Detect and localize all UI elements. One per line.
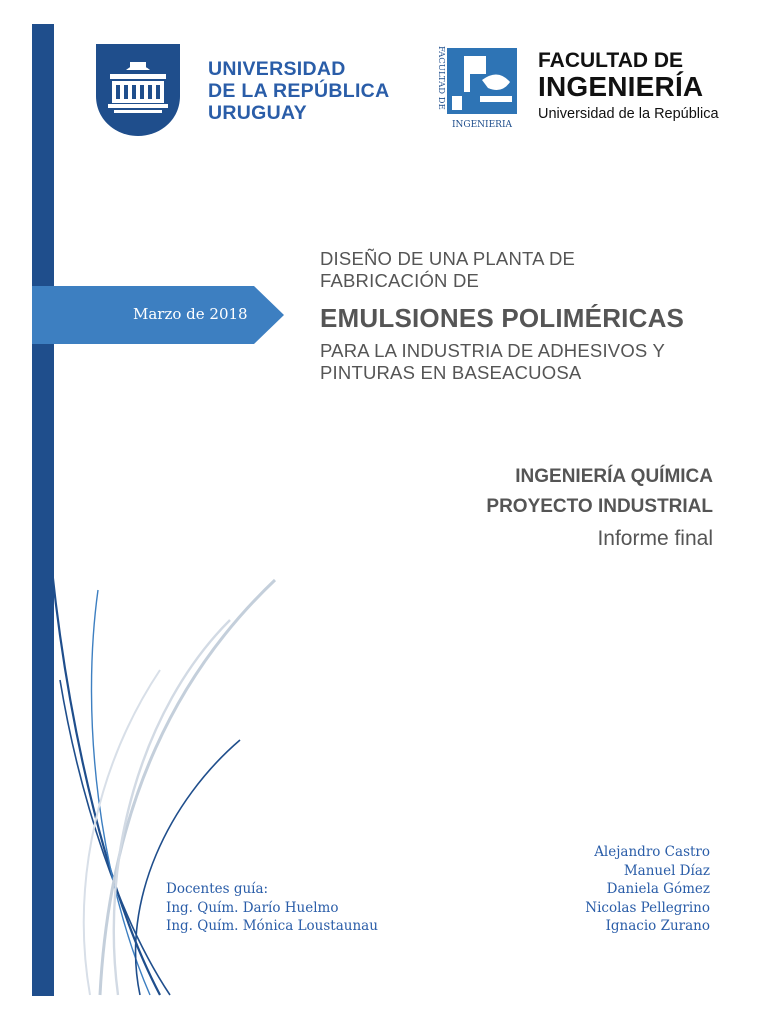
author-name: Manuel Díaz: [623, 862, 710, 879]
faculty-name-line2: INGENIERÍA: [538, 71, 704, 102]
seal-vertical-text: FACULTAD DE: [436, 46, 446, 110]
author-name: Nicolas Pellegrino: [585, 899, 710, 916]
title-line2: FABRICACIÓN DE: [320, 270, 480, 291]
faculty-name-line1: FACULTAD DE: [538, 49, 684, 72]
supervisor-name: Ing. Quím. Mónica Loustaunau: [166, 918, 378, 934]
document-title: [320, 248, 684, 384]
supervisors-block: [166, 880, 378, 936]
author-name: Alejandro Castro: [594, 844, 710, 860]
faculty-name: [538, 50, 719, 124]
author-name: Ignacio Zurano: [605, 918, 710, 934]
university-building-logo: [96, 44, 180, 136]
university-name-line3: URUGUAY: [208, 102, 307, 124]
university-name-line2: DE LA REPÚBLICA: [208, 80, 390, 102]
author-name: Daniela Gómez: [606, 881, 710, 897]
supervisor-name: Ing. Quím. Darío Huelmo: [166, 899, 339, 916]
faculty-of-engineering-logo: [430, 44, 522, 132]
faculty-university: Universidad de la República: [538, 106, 719, 122]
supervisors-heading: Docentes guía:: [166, 881, 269, 897]
title-main: EMULSIONES POLIMÉRICAS: [320, 303, 685, 333]
seal-bottom-text: INGENIERIA: [451, 120, 513, 130]
document-subtitle: [486, 462, 713, 554]
program-name: INGENIERÍA QUÍMICA: [515, 466, 713, 487]
date-label: Marzo de 2018: [133, 305, 248, 323]
document-type: Informe final: [597, 527, 713, 550]
title-line4: PARA LA INDUSTRIA DE ADHESIVOS Y: [320, 340, 666, 361]
authors-block: [585, 843, 710, 936]
title-line1: DISEÑO DE UNA PLANTA DE: [320, 248, 576, 269]
university-name-line1: UNIVERSIDAD: [208, 58, 346, 80]
course-name: PROYECTO INDUSTRIAL: [486, 496, 713, 517]
title-line5: PINTURAS EN BASEACUOSA: [320, 362, 582, 383]
university-name: [208, 58, 389, 124]
